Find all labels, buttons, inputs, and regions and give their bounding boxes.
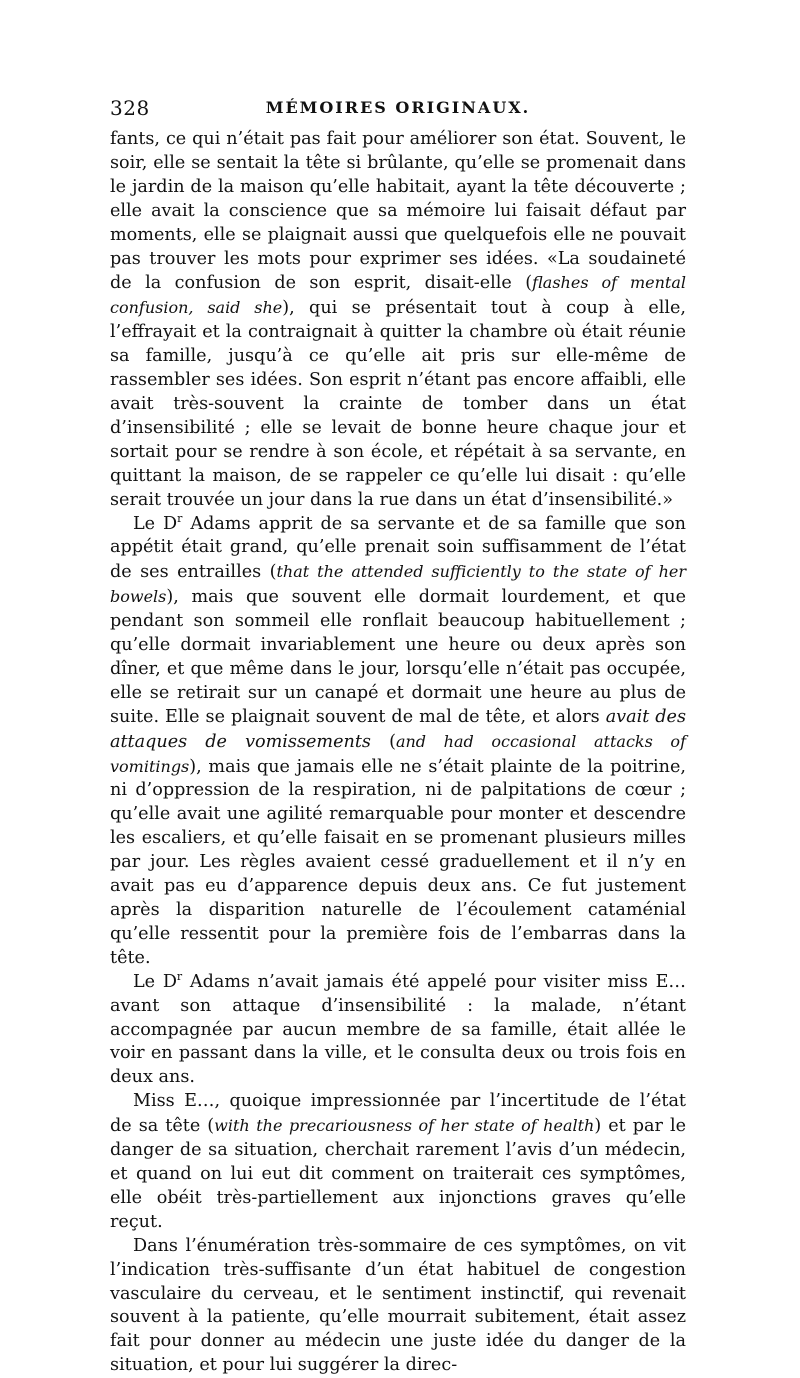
superscript: r (176, 969, 183, 983)
text-segment: fants, ce qui n’était pas fait pour améliorer son état. Souvent, le soir, elle se sentait la tête si brûlante, qu’elle se promenait dans le jardin de la maison qu’elle habitait, ayant la tête découverte ; elle avait la conscience que sa mémoire lui faisait défaut par moments, elle se plaignait aussi que quelquefois elle ne pouvait pas trouver les mots pour exprimer ses idées. «La soudaineté de la confusion de son esprit, disait-elle ( (110, 129, 686, 294)
text-segment: ), mais que souvent elle dormait lourdement, et que pendant son sommeil elle ronflait beaucoup habituellement ; qu’elle dormait invariablement une heure ou deux après son dîner, et que même dans le jour, lorsqu’elle n’était pas occupée, elle se retirait sur un canapé et dormait une heure au plus de suite. Elle se plaignait souvent de mal de tête, et alors (110, 587, 686, 727)
body-text (110, 128, 686, 1378)
page-number: 328 (110, 96, 150, 120)
text-segment: Adams n’avait jamais été appelé pour visiter miss E… avant son attaque d’insensibilité : la malade, n’étant accompagnée par aucun membre de sa famille, était allée le voir en passant dans la ville, et le consulta deux ou trois fois en deux ans. (110, 971, 686, 1088)
superscript: r (177, 511, 183, 525)
paragraph-1 (110, 128, 686, 513)
text-segment: ), qui se présentait tout à coup à elle, l’effrayait et la contraignait à quitter la chambre où était réunie sa famille, jusqu’à ce qu’elle ait pris sur elle-même de rassembler ses idées. Son esprit n’étant pas encore affaibli, elle avait très-souvent la crainte de tomber dans un état d’insensibilité ; elle se levait de bonne heure chaque jour et sortait pour se rendre à son école, et répétait à sa servante, en quittant la maison, de se rappeler ce qu’elle lui disait : qu’elle serait trouvée un jour dans la rue dans un état d’insensibilité.» (110, 298, 686, 510)
text-segment: Miss E…, quoique impressionnée par l’incertitude de l’état de sa tête ( (110, 1091, 686, 1137)
paragraph-5 (110, 1235, 686, 1378)
english-quote: with the precariousness of her state of health (214, 1116, 595, 1136)
text-segment: Adams apprit de sa servante et de sa famille que son appétit était grand, qu’elle prenait soin suffisamment de l’état de ses entrailles ( (110, 513, 687, 583)
page-header (110, 96, 686, 126)
english-quote: and had occasional attacks of vomitings (110, 731, 686, 776)
text-segment: Dans l’énumération très-sommaire de ces symptômes, on vit l’indication très-suffisante d’un état habituel de congestion vasculaire du cerveau, et le sentiment instinctif, qui revenait souvent à la patiente, qu’elle mourrait subitement, était assez fait pour donner au médecin une juste idée du danger de la situation, et pour lui suggérer la direc- (110, 1235, 686, 1376)
text-segment: Le D (133, 513, 178, 534)
text-segment: ), mais que jamais elle ne s’était plainte de la poitrine, ni d’oppression de la respiration, ni de palpitations de cœur ; qu’elle avait une agilité remarquable pour monter et descendre les escaliers, et qu’elle faisait en se promenant plusieurs milles par jour. Les règles avaient cessé graduellement et il n’y en avait pas eu d’apparence depuis deux ans. Ce fut justement après la disparition naturelle de l’écoulement cataménial qu’elle ressentit pour la première fois de l’embarras dans la tête. (110, 756, 686, 968)
emphasis: avait des attaques de vomissements (110, 706, 686, 752)
running-title: MÉMOIRES ORIGINAUX. (265, 98, 531, 117)
text-segment: Le D (133, 971, 177, 992)
english-quote: flashes of mental confusion, said she (110, 273, 686, 318)
text-segment: ( (370, 731, 396, 752)
paragraph-4 (110, 1090, 686, 1234)
text-segment: ) et par le danger de sa situation, cherchait rarement l’avis d’un médecin, et quand on lui eut dit comment on traiterait ces symptômes, elle obéit très-partiellement aux injonctions graves qu’elle reçut. (110, 1116, 686, 1232)
paragraph-2 (110, 513, 686, 971)
english-quote: that the attended sufficiently to the state of her bowels (110, 562, 686, 607)
paragraph-3 (110, 971, 686, 1091)
